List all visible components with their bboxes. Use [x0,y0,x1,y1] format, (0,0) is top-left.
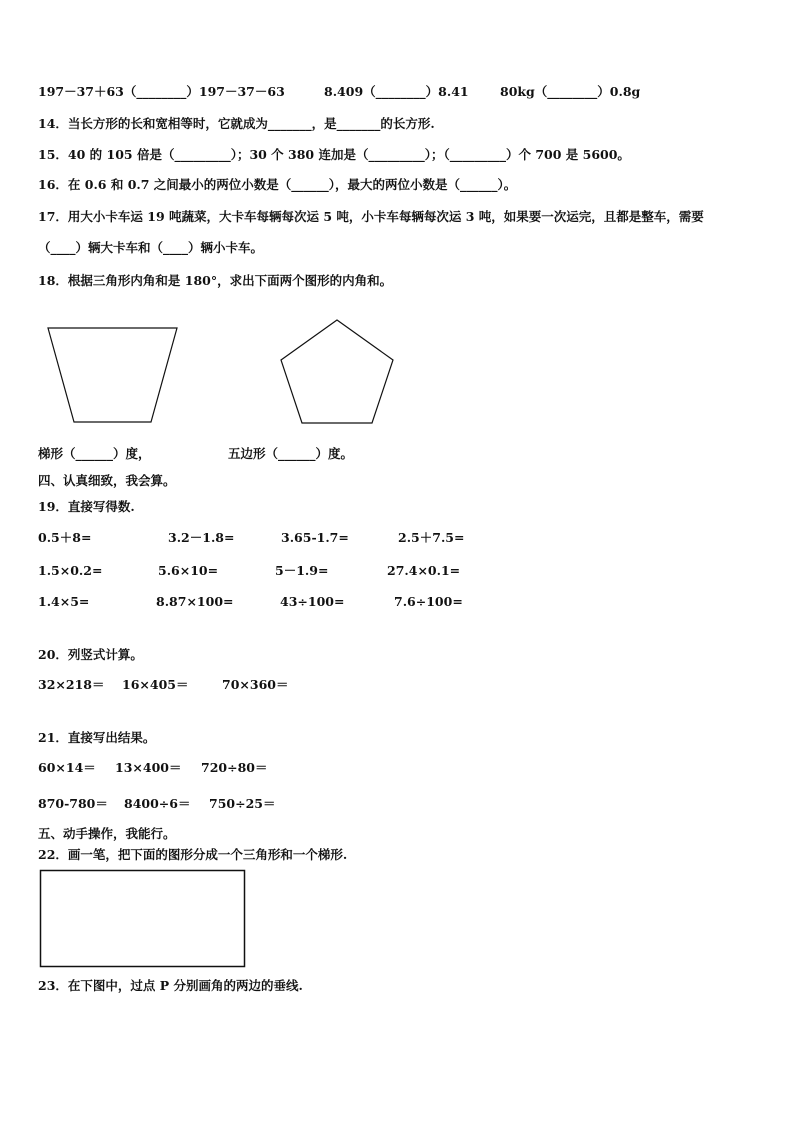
q20-item: 16×405＝ [122,677,189,692]
q21-item: 750÷25＝ [209,796,276,811]
q19-row-1 [38,530,538,546]
q21-item: 720÷80＝ [201,760,268,775]
question-22: 22．画一笔，把下面的图形分成一个三角形和一个梯形. [38,847,348,862]
pentagon-label: 五边形（______）度。 [228,446,354,461]
compare-item-3: 80kg（________）0.8g [500,84,641,99]
q19-item: 5.6×10= [158,563,219,578]
trapezoid-figure [45,325,180,425]
q21-item: 8400÷6＝ [124,796,191,811]
q21-row-1 [38,760,438,776]
compare-item-2: 8.409（________）8.41 [324,84,469,99]
q19-item: 3.65-1.7= [281,530,349,545]
question-17-line-1: 17．用大小卡车运 19 吨蔬菜，大卡车每辆每次运 5 吨，小卡车每辆每次运 3 吨，如果要一次运完，且都是整车，需要 [38,209,704,224]
q19-item: 1.5×0.2= [38,563,103,578]
q19-item: 7.6÷100= [394,594,463,609]
pentagon-figure [278,318,396,426]
q19-item: 1.4×5= [38,594,90,609]
section-4-heading: 四、认真细致，我会算。 [38,473,176,488]
q19-item: 2.5＋7.5= [398,530,465,545]
q21-row-2 [38,796,438,812]
question-19-title: 19．直接写得数. [38,499,135,514]
question-16: 16．在 0.6 和 0.7 之间最小的两位小数是（______），最大的两位小数是（______）。 [38,177,517,192]
q19-row-2 [38,563,538,579]
question-17-line-2: （____）辆大卡车和（____）辆小卡车。 [38,240,264,255]
q19-row-3 [38,594,538,610]
rectangle-figure [39,869,247,969]
q20-item: 32×218＝ [38,677,105,692]
q21-item: 870-780＝ [38,796,108,811]
q19-item: 3.2－1.8= [168,530,235,545]
trapezoid-label: 梯形（______）度， [38,446,151,461]
q19-item: 0.5＋8= [38,530,92,545]
question-21-title: 21．直接写出结果。 [38,730,156,745]
q21-item: 13×400＝ [115,760,182,775]
question-20-title: 20．列竖式计算。 [38,647,143,662]
q19-item: 27.4×0.1= [387,563,461,578]
question-23: 23．在下图中，过点 P 分别画角的两边的垂线. [38,978,303,993]
q20-row [38,677,438,693]
compare-row [38,84,758,100]
q20-item: 70×360＝ [222,677,289,692]
question-18: 18．根据三角形内角和是 180°，求出下面两个图形的内角和。 [38,273,393,288]
compare-item-1: 197－37＋63（________）197－37－63 [38,84,285,99]
q21-item: 60×14＝ [38,760,96,775]
section-5-heading: 五、动手操作，我能行。 [38,826,176,841]
question-15: 15．40 的 105 倍是（_________）；30 个 380 连加是（_________）；（_________）个 700 是 5600。 [38,147,630,162]
q19-item: 43÷100= [280,594,345,609]
question-14: 14．当长方形的长和宽相等时，它就成为_______，是_______的长方形. [38,116,435,131]
q19-item: 8.87×100= [156,594,234,609]
q19-item: 5－1.9= [275,563,329,578]
